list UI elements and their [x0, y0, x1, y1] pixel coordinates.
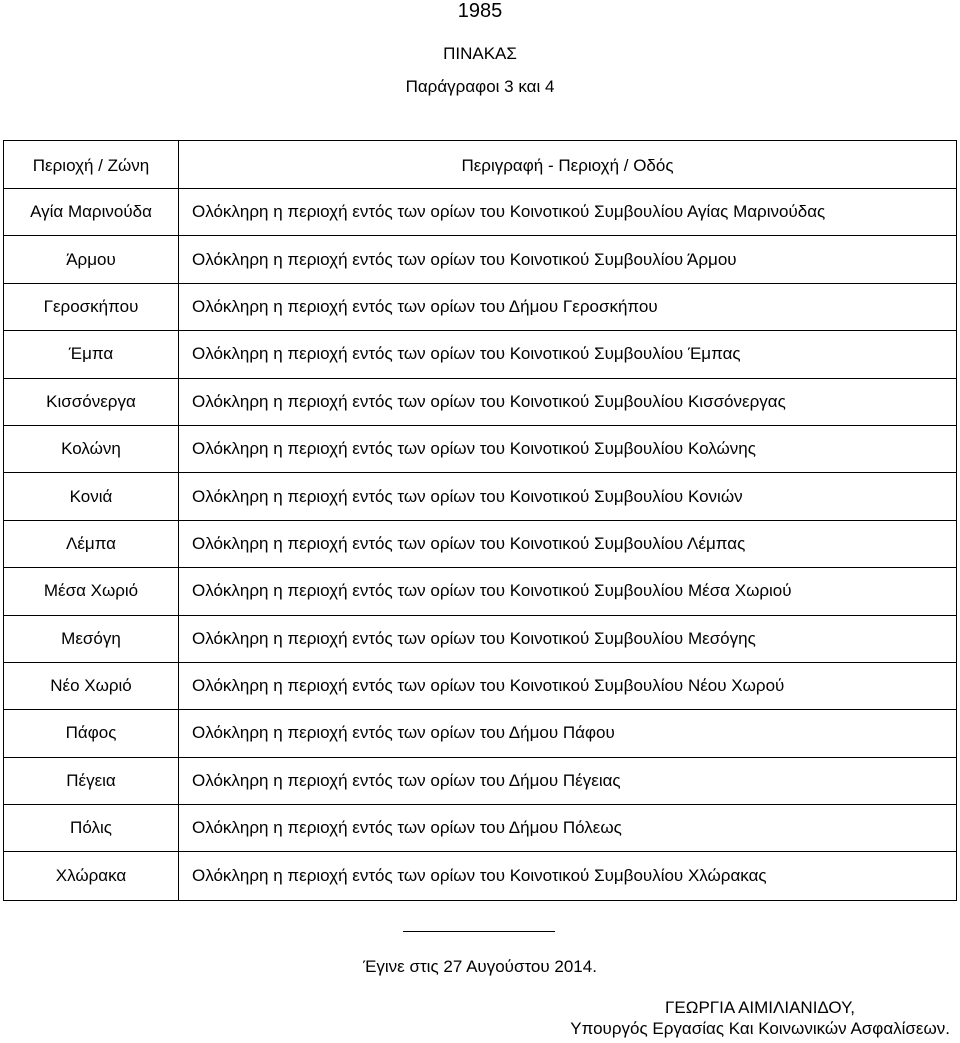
description-cell: Ολόκληρη η περιοχή εντός των ορίων του Δήμου Πέγειας	[179, 757, 957, 804]
table-row	[4, 236, 957, 283]
zone-cell: Χλώρακα	[4, 852, 179, 901]
zone-cell: Κολώνη	[4, 425, 179, 472]
zone-cell: Πόλις	[4, 805, 179, 852]
table-row	[4, 568, 957, 615]
description-cell: Ολόκληρη η περιοχή εντός των ορίων του Κοινοτικού Συμβουλίου Χλώρακας	[179, 852, 957, 901]
table-row	[4, 425, 957, 472]
signatory-name: ΓΕΩΡΓΙΑ ΑΙΜΙΛΙΑΝΙΔΟΥ,	[665, 998, 855, 1017]
zone-cell: Λέμπα	[4, 520, 179, 567]
description-cell: Ολόκληρη η περιοχή εντός των ορίων του Κοινοτικού Συμβουλίου Κονιών	[179, 473, 957, 520]
table-row	[4, 189, 957, 236]
header-zone: Περιοχή / Ζώνη	[4, 141, 179, 189]
description-cell: Ολόκληρη η περιοχή εντός των ορίων του Κοινοτικού Συμβουλίου Μέσα Χωριού	[179, 568, 957, 615]
zone-cell: Γεροσκήπου	[4, 283, 179, 330]
zone-cell: Πέγεια	[4, 757, 179, 804]
zone-cell: Νέο Χωριό	[4, 662, 179, 709]
description-cell: Ολόκληρη η περιοχή εντός των ορίων του Δήμου Γεροσκήπου	[179, 283, 957, 330]
table-row	[4, 662, 957, 709]
table-row	[4, 805, 957, 852]
table-row	[4, 852, 957, 901]
zone-cell: Άρμου	[4, 236, 179, 283]
description-cell: Ολόκληρη η περιοχή εντός των ορίων του Κοινοτικού Συμβουλίου Λέμπας	[179, 520, 957, 567]
description-cell: Ολόκληρη η περιοχή εντός των ορίων του Κοινοτικού Συμβουλίου Άρμου	[179, 236, 957, 283]
zone-cell: Κισσόνεργα	[4, 378, 179, 425]
description-cell: Ολόκληρη η περιοχή εντός των ορίων του Κοινοτικού Συμβουλίου Έμπας	[179, 331, 957, 378]
description-cell: Ολόκληρη η περιοχή εντός των ορίων του Δήμου Πάφου	[179, 710, 957, 757]
zone-cell: Μεσόγη	[4, 615, 179, 662]
page-number: 1985	[457, 0, 503, 22]
zone-cell: Κονιά	[4, 473, 179, 520]
table-row	[4, 615, 957, 662]
document-title: ΠΙΝΑΚΑΣ	[443, 44, 517, 63]
signatory-title: Υπουργός Εργασίας Και Κοινωνικών Ασφαλίσεων.	[570, 1019, 950, 1038]
zone-cell: Μέσα Χωριό	[4, 568, 179, 615]
table-row	[4, 473, 957, 520]
description-cell: Ολόκληρη η περιοχή εντός των ορίων του Δήμου Πόλεως	[179, 805, 957, 852]
description-cell: Ολόκληρη η περιοχή εντός των ορίων του Κοινοτικού Συμβουλίου Κισσόνεργας	[179, 378, 957, 425]
table-row	[4, 331, 957, 378]
zones-table	[3, 140, 957, 901]
table-row	[4, 378, 957, 425]
description-cell: Ολόκληρη η περιοχή εντός των ορίων του Κοινοτικού Συμβουλίου Κολώνης	[179, 425, 957, 472]
description-cell: Ολόκληρη η περιοχή εντός των ορίων του Κοινοτικού Συμβουλίου Νέου Χωρού	[179, 662, 957, 709]
description-cell: Ολόκληρη η περιοχή εντός των ορίων του Κοινοτικού Συμβουλίου Αγίας Μαρινούδας	[179, 189, 957, 236]
description-cell: Ολόκληρη η περιοχή εντός των ορίων του Κοινοτικού Συμβουλίου Μεσόγης	[179, 615, 957, 662]
header-description: Περιγραφή - Περιοχή / Οδός	[179, 141, 957, 189]
done-date-text: Έγινε στις 27 Αυγούστου 2014.	[363, 957, 597, 976]
zone-cell: Πάφος	[4, 710, 179, 757]
document-subtitle: Παράγραφοι 3 και 4	[405, 77, 555, 96]
zone-cell: Αγία Μαρινούδα	[4, 189, 179, 236]
table-row	[4, 520, 957, 567]
table-row	[4, 710, 957, 757]
zone-cell: Έμπα	[4, 331, 179, 378]
table-row	[4, 757, 957, 804]
table-header-row	[4, 141, 957, 189]
separator-line	[403, 931, 555, 932]
table-row	[4, 283, 957, 330]
